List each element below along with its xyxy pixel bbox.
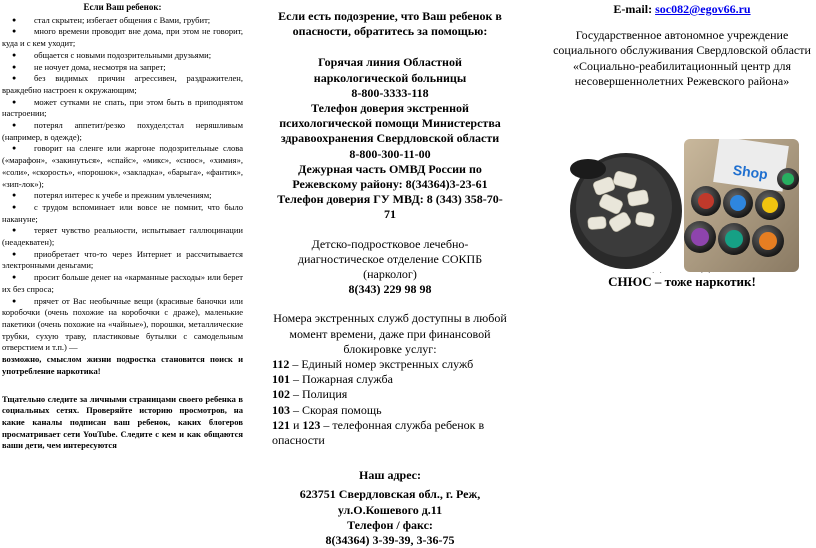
bullet-icon: ● xyxy=(12,121,17,130)
advice-text: Тщательно следите за личными страницами своего ребенка в социальных сетях. Проверяйте историю просмотров, на какие каналы подписан ваш ребенок, каких блогеров просматривает сети YouTube. Следите с кем и как общаются ваши дети, чем интересуются xyxy=(2,393,243,451)
bullet-icon: ● xyxy=(12,15,17,24)
hotline-phone: 8-800-3333-118 xyxy=(351,85,429,100)
police-line: Дежурная часть ОМВД России по Режевскому району: 8(34364)3-23-61 xyxy=(292,161,488,192)
org-name: Государственное автономное учреждение социального обслуживания Свердловской области «Социально-реабилитационный центр для несовершеннолетних Режевского района» xyxy=(553,27,811,88)
trust-line-phone: 8-800-300-11-00 xyxy=(349,146,431,161)
services-list xyxy=(272,357,508,418)
address-line-1: 623751 Свердловская обл., г. Реж, xyxy=(299,487,481,502)
bullet-icon: ● xyxy=(12,296,17,305)
help-column xyxy=(272,0,508,548)
email-line: E-mail: soc082@egov66.ru xyxy=(613,2,751,16)
sign-item: ● много времени проводит вне дома, при этом не говорит, куда и с кем уходит; xyxy=(2,26,243,49)
bullet-icon: ● xyxy=(12,226,17,235)
bullet-icon: ● xyxy=(12,249,17,258)
bullet-icon: ● xyxy=(12,144,17,153)
sign-item: ● без видимых причин агрессивен, раздражителен, враждебно настроен к окружающим; xyxy=(2,73,243,95)
sign-item: ● теряет чувство реальности, испытывает галлюцинации (неадекватен); xyxy=(2,225,243,248)
service-121-123: 121 и 123 – телефонная служба ребенок в опасности xyxy=(272,417,485,448)
service-item: 112 – Единый номер экстренных служб xyxy=(272,357,474,372)
sign-item: ● с трудом вспоминает или вовсе не помнит, что было накануне; xyxy=(2,201,243,224)
service-123: 123 xyxy=(302,417,321,432)
warning-text: возможно, смыслом жизни подростка становится поиск и употребление наркотика! xyxy=(2,354,243,376)
clinic-label: Детско-подростковое лечебно-диагностическое отделение СОКПБ (нарколог) xyxy=(297,236,483,282)
bullet-icon: ● xyxy=(12,50,17,59)
sign-item: ● потерял аппетит/резко похудел;стал неряшливым (например, в одежде); xyxy=(2,120,243,142)
sign-item: ● стал скрытен; избегает общения с Вами, грубит; xyxy=(12,14,211,25)
signs-title: Если Ваш ребенок: xyxy=(83,2,162,12)
sign-item: ● общается с новыми подозрительными друзьями; xyxy=(12,49,212,60)
sign-item: ● говорит на сленге или жаргоне подозрительные слова («марафон», «закинуться», «спайс», «микс», «снюс», «химия», «соли», «скорость», «порошок», «закладка», «барыга», «фантик», «зип-лок»); xyxy=(2,143,243,189)
signs-list xyxy=(2,15,243,354)
service-item: 103 – Скорая помощь xyxy=(272,402,382,417)
clinic-phone: 8(343) 229 98 98 xyxy=(348,282,432,297)
service-121: 121 xyxy=(272,417,290,432)
bullet-icon: ● xyxy=(12,27,17,36)
bullet-icon: ● xyxy=(12,191,17,200)
hotline-label: Горячая линия Областной наркологической больницы xyxy=(313,55,467,85)
snus-tins-photo xyxy=(566,139,799,272)
trust-line-label: Телефон доверия экстренной психологической помощи Министерства здравоохранения Свердловской области xyxy=(279,101,501,146)
phone-value: 8(34364) 3-39-39, 3-36-75 xyxy=(325,533,455,548)
sign-item: ● приобретает что-то через Интернет и рассчитывается электронными деньгами; xyxy=(2,248,243,271)
bullet-icon: ● xyxy=(12,97,17,106)
gu-mvd-line: Телефон доверия ГУ МВД: 8 (343) 358-70-71 xyxy=(277,192,503,222)
bullet-icon: ● xyxy=(12,273,17,282)
help-intro: Если есть подозрение, что Ваш ребенок в опасности, обратитесь за помощью: xyxy=(278,9,502,39)
sign-item: ● может сутками не спать, при этом быть в приподнятом настроении; xyxy=(2,96,243,119)
sign-item: ● прячет от Вас необычные вещи (красивые баночки или коробочки (очень похожие на коробочки с драже), маленькие пакетики (очень похожие на «чайные»), порошки, металлические трубки, сухую траву, пластиковые бутылки с самодельным отверстием и т.п.) — xyxy=(2,295,243,353)
bullet-icon: ● xyxy=(12,202,17,211)
email-link[interactable]: soc082@egov66.ru xyxy=(655,2,751,16)
service-item: 101 – Пожарная служба xyxy=(272,372,393,387)
address-line-2: ул.О.Кошевого д.11 xyxy=(337,502,443,517)
services-intro: Номера экстренных служб доступны в любой момент времени, даже при финансовой блокировке услуг: xyxy=(273,311,507,356)
service-item: 102 – Полиция xyxy=(272,387,348,402)
phone-label: Телефон / факс: xyxy=(347,517,433,532)
address-title: Наш адрес: xyxy=(358,468,421,483)
sign-item: ● не ночует дома, несмотря на запрет; xyxy=(12,61,166,72)
shop-label: Shop xyxy=(731,161,769,183)
bullet-icon: ● xyxy=(12,74,17,83)
sign-item: ● просит больше денег на «карманные расходы» или берет их без спроса; xyxy=(2,272,243,294)
signs-column xyxy=(0,0,245,534)
bullet-icon: ● xyxy=(12,62,17,71)
headline-snus: СНЮС – тоже наркотик! xyxy=(608,273,756,289)
sign-item: ● потерял интерес к учебе и прежним увлечениям; xyxy=(12,190,212,201)
